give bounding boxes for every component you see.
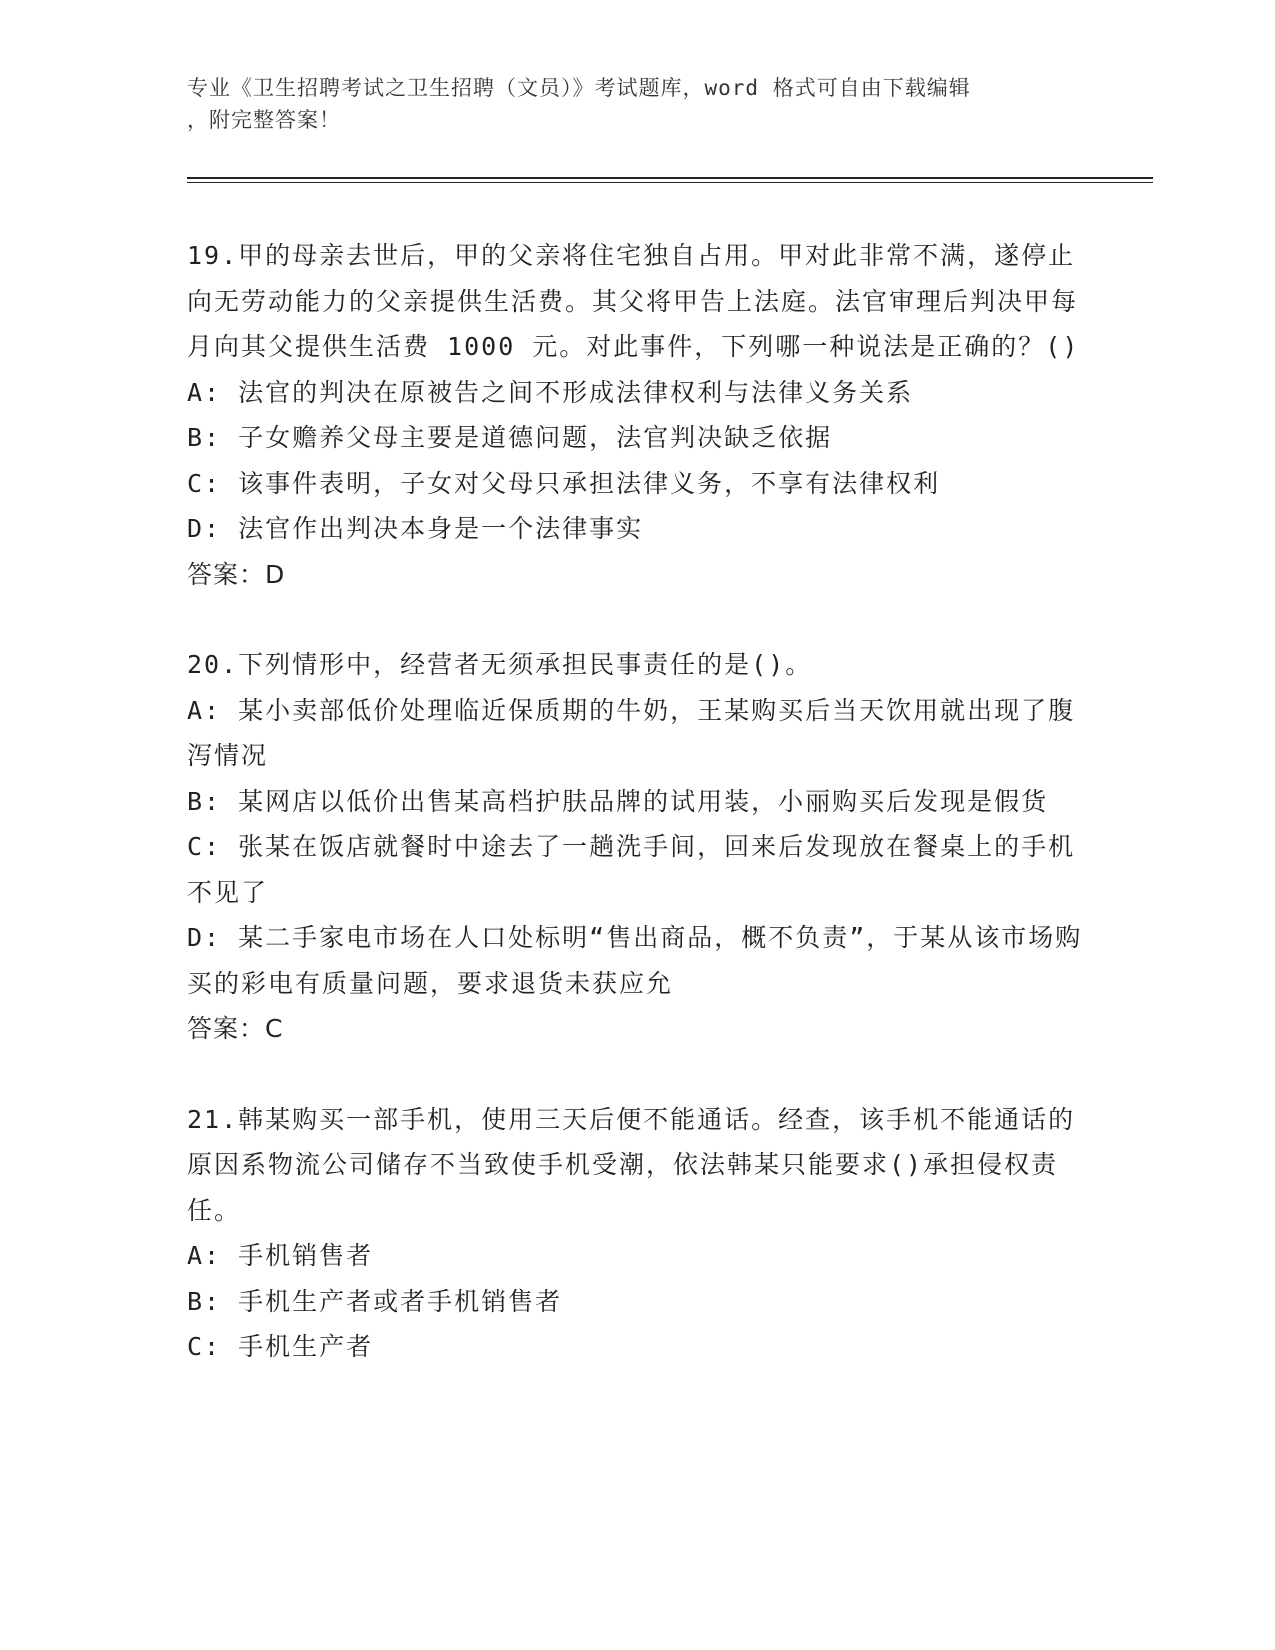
option-a: A: 法官的判决在原被告之间不形成法律权利与法律义务关系 <box>187 377 914 407</box>
question-stem: 19.甲的母亲去世后，甲的父亲将住宅独自占用。甲对此非常不满，遂停止向无劳动能力的父亲提供生活费。其父将甲告上法庭。法官审理后判决甲每月向其父提供生活费 1000 元。对此事件，下列哪一种说法是正确的？() <box>187 241 1080 361</box>
option-a: A: 手机销售者 <box>187 1241 374 1270</box>
header-rule <box>187 177 1153 179</box>
option-d: D: 法官作出判决本身是一个法律事实 <box>187 514 644 543</box>
question-gap <box>187 597 1087 642</box>
option-b: B: 手机生产者或者手机销售者 <box>187 1286 563 1316</box>
document-header <box>187 72 1067 136</box>
question-20 <box>187 642 1087 1052</box>
option-d: D: 某二手家电市场在人口处标明“售出商品，概不负责”，于某从该市场购买的彩电有质量问题，要求退货未获应允 <box>187 923 1083 998</box>
option-c: C: 手机生产者 <box>187 1332 374 1361</box>
header-line-1: 专业《卫生招聘考试之卫生招聘（文员）》考试题库，word 格式可自由下载编辑 <box>187 76 971 100</box>
option-c: C: 张某在饭店就餐时中途去了一趟洗手间，回来后发现放在餐桌上的手机不见了 <box>187 832 1076 907</box>
option-c: C: 该事件表明，子女对父母只承担法律义务，不享有法律权利 <box>187 468 941 498</box>
question-21 <box>187 1097 1087 1370</box>
option-b: B: 子女赡养父母主要是道德问题，法官判决缺乏依据 <box>187 423 833 452</box>
question-stem: 20.下列情形中，经营者无须承担民事责任的是()。 <box>187 650 813 679</box>
question-gap <box>187 1052 1087 1097</box>
header-rule-thin <box>187 182 1153 183</box>
option-b: B: 某网店以低价出售某高档护肤品牌的试用装，小丽购买后发现是假货 <box>187 786 1049 816</box>
answer-label: 答案：D <box>187 559 286 589</box>
header-line-2: ，附完整答案！ <box>187 108 341 132</box>
question-list <box>187 233 1087 1370</box>
option-a: A: 某小卖部低价处理临近保质期的牛奶，王某购买后当天饮用就出现了腹泻情况 <box>187 695 1076 770</box>
answer-label: 答案：C <box>187 1014 284 1043</box>
question-19 <box>187 233 1087 597</box>
question-stem: 21.韩某购买一部手机，使用三天后便不能通话。经查，该手机不能通话的原因系物流公司储存不当致使手机受潮，依法韩某只能要求()承担侵权责任。 <box>187 1104 1076 1225</box>
